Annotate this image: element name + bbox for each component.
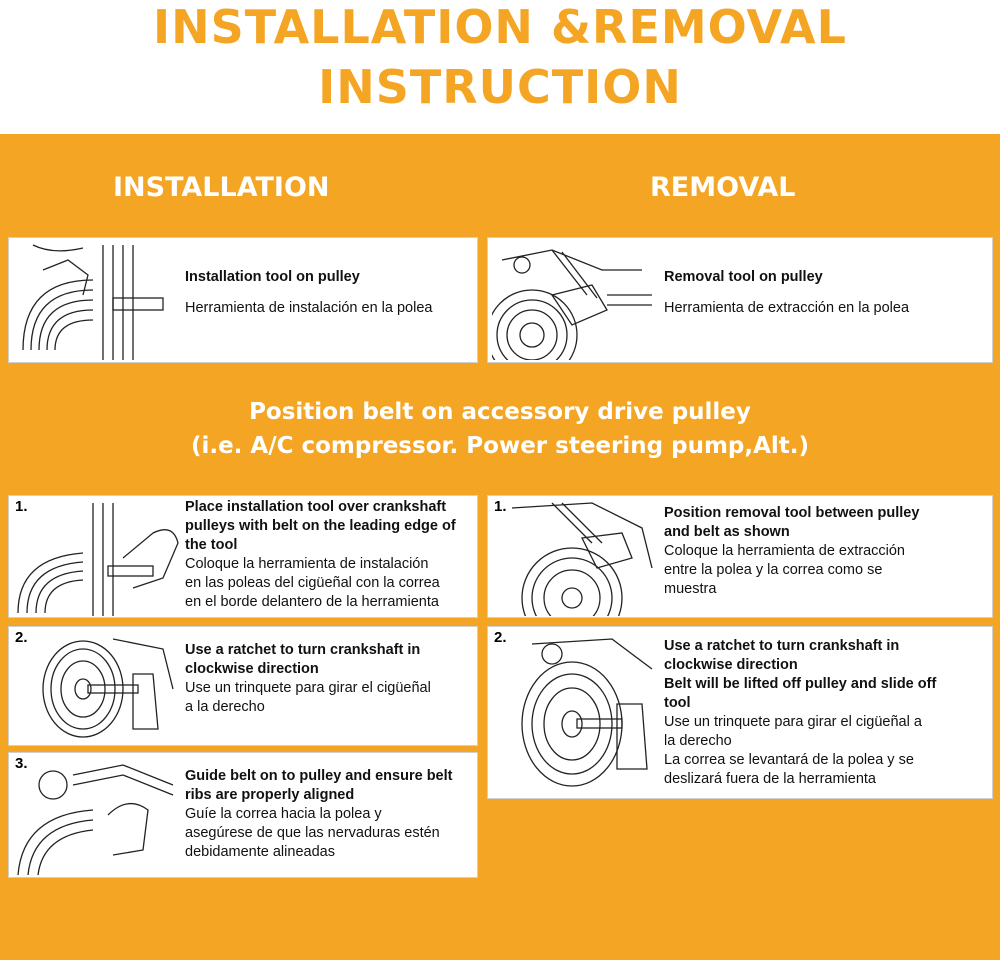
step-text-es: deslizará fuera de la herramienta	[664, 771, 876, 787]
step-illustration	[13, 629, 179, 743]
step-text-en: clockwise direction	[185, 661, 319, 677]
step-text-en: Use a ratchet to turn crankshaft in	[185, 642, 421, 658]
install-tool-caption-es: Herramienta de instalación en la polea	[185, 300, 433, 316]
instructions-panel	[0, 134, 1000, 960]
installation-heading: INSTALLATION	[113, 172, 330, 203]
page-title-line-2: INSTRUCTION	[318, 60, 682, 114]
page-title-line-1: INSTALLATION &REMOVAL	[153, 0, 847, 54]
step-text-es: Coloque la herramienta de instalación	[185, 556, 429, 572]
step-text-es: en las poleas del cigüeñal con la correa	[185, 575, 440, 591]
step-text-en: Belt will be lifted off pulley and slide off	[664, 676, 937, 692]
install-step-2	[8, 626, 478, 746]
step-illustration	[13, 755, 179, 875]
removal-step-2	[487, 626, 993, 799]
step-text-es: Coloque la herramienta de extracción	[664, 543, 905, 559]
step-text-en: Position removal tool between pulley	[664, 505, 920, 521]
install-tool-card	[8, 237, 478, 363]
step-text-es: entre la polea y la correa como se	[664, 562, 883, 578]
step-text-es: a la derecho	[185, 699, 265, 715]
removal-tool-caption-en: Removal tool on pulley	[664, 269, 823, 285]
step-text-en: Guide belt on to pulley and ensure belt	[185, 768, 453, 784]
step-text-es: en el borde delantero de la herramienta	[185, 594, 439, 610]
install-tool-caption-en: Installation tool on pulley	[185, 269, 360, 285]
step-text-es: muestra	[664, 581, 717, 597]
step-text-es: debidamente alineadas	[185, 844, 335, 860]
pulley-tool-illustration	[13, 240, 179, 360]
step-text-en: clockwise direction	[664, 657, 798, 673]
removal-step-1	[487, 495, 993, 618]
step-text-en: Place installation tool over crankshaft	[185, 499, 447, 515]
pulley-removal-illustration	[492, 240, 658, 360]
step-text-en: tool	[664, 695, 691, 711]
step-number: 1.	[15, 498, 28, 515]
install-step-3	[8, 752, 478, 878]
step-text-es: Use un trinquete para girar el cigüeñal a	[664, 714, 922, 730]
step-number: 1.	[494, 498, 507, 515]
step-text-en: pulleys with belt on the leading edge of	[185, 518, 456, 534]
step-number: 3.	[15, 755, 28, 772]
step-text-es: asegúrese de que las nervaduras estén	[185, 825, 440, 841]
step-illustration	[492, 629, 658, 795]
removal-tool-card	[487, 237, 993, 363]
removal-heading: REMOVAL	[650, 172, 796, 203]
step-text-es: Use un trinquete para girar el cigüeñal	[185, 680, 431, 696]
step-text-en: the tool	[185, 537, 238, 553]
step-number: 2.	[15, 629, 28, 646]
step-text-en: ribs are properly aligned	[185, 787, 355, 803]
install-step-1	[8, 495, 478, 618]
step-illustration	[13, 498, 179, 616]
subheading-line-2: (i.e. A/C compressor. Power steering pump,Alt.)	[190, 433, 810, 459]
step-text-es: La correa se levantará de la polea y se	[664, 752, 914, 768]
step-text-es: Guíe la correa hacia la polea y	[185, 806, 382, 822]
subheading-line-1: Position belt on accessory drive pulley	[249, 399, 751, 425]
step-text-en: and belt as shown	[664, 524, 790, 540]
step-illustration	[492, 498, 658, 616]
step-number: 2.	[494, 629, 507, 646]
removal-tool-caption-es: Herramienta de extracción en la polea	[664, 300, 910, 316]
step-text-en: Use a ratchet to turn crankshaft in	[664, 638, 900, 654]
step-text-es: la derecho	[664, 733, 732, 749]
